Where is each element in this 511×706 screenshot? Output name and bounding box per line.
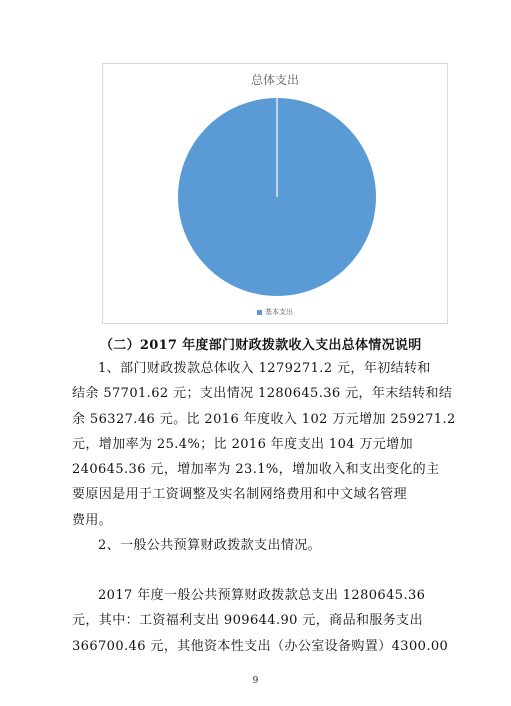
text-line: 元，增加率为 25.4%；比 2016 年度支出 104 万元增加	[72, 436, 414, 452]
page-number: 9	[252, 676, 259, 686]
text-line: 2、一般公共预算财政拨款支出情况。	[98, 538, 322, 553]
text-line: 366700.46 元，其他资本性支出（办公室设备购置）4300.00	[72, 638, 449, 654]
paragraph-2	[72, 533, 452, 558]
legend-swatch	[257, 310, 262, 315]
pie-chart	[102, 63, 448, 324]
paragraph-3	[72, 583, 452, 659]
text-line: 余 56327.46 元。比 2016 年度收入 102 万元增加 259271.2	[72, 411, 456, 427]
pie-plot	[177, 97, 377, 297]
text-line: 2017 年度一般公共预算财政拨款总支出 1280645.36	[98, 588, 426, 603]
paragraph-1	[72, 356, 456, 533]
text-line: 240645.36 元，增加率为 23.1%，增加收入和支出变化的主	[72, 462, 440, 478]
text-line: 元，其中：工资福利支出 909644.90 元，商品和服务支出	[72, 613, 423, 629]
section-heading: （二）2017 年度部门财政拨款收入支出总体情况说明	[100, 338, 422, 353]
chart-title: 总体支出	[250, 73, 299, 87]
text-line: 要原因是用于工资调整及实名制网络费用和中文域名管理	[72, 487, 408, 503]
text-line: 结余 57701.62 元；支出情况 1280645.36 元，年末结转和结	[72, 386, 453, 402]
text-line: 1、部门财政拨款总体收入 1279271.2 元，年初结转和	[98, 361, 431, 376]
chart-legend	[103, 307, 447, 317]
legend-label: 基本支出	[265, 308, 293, 316]
text-line: 费用。	[72, 512, 113, 528]
